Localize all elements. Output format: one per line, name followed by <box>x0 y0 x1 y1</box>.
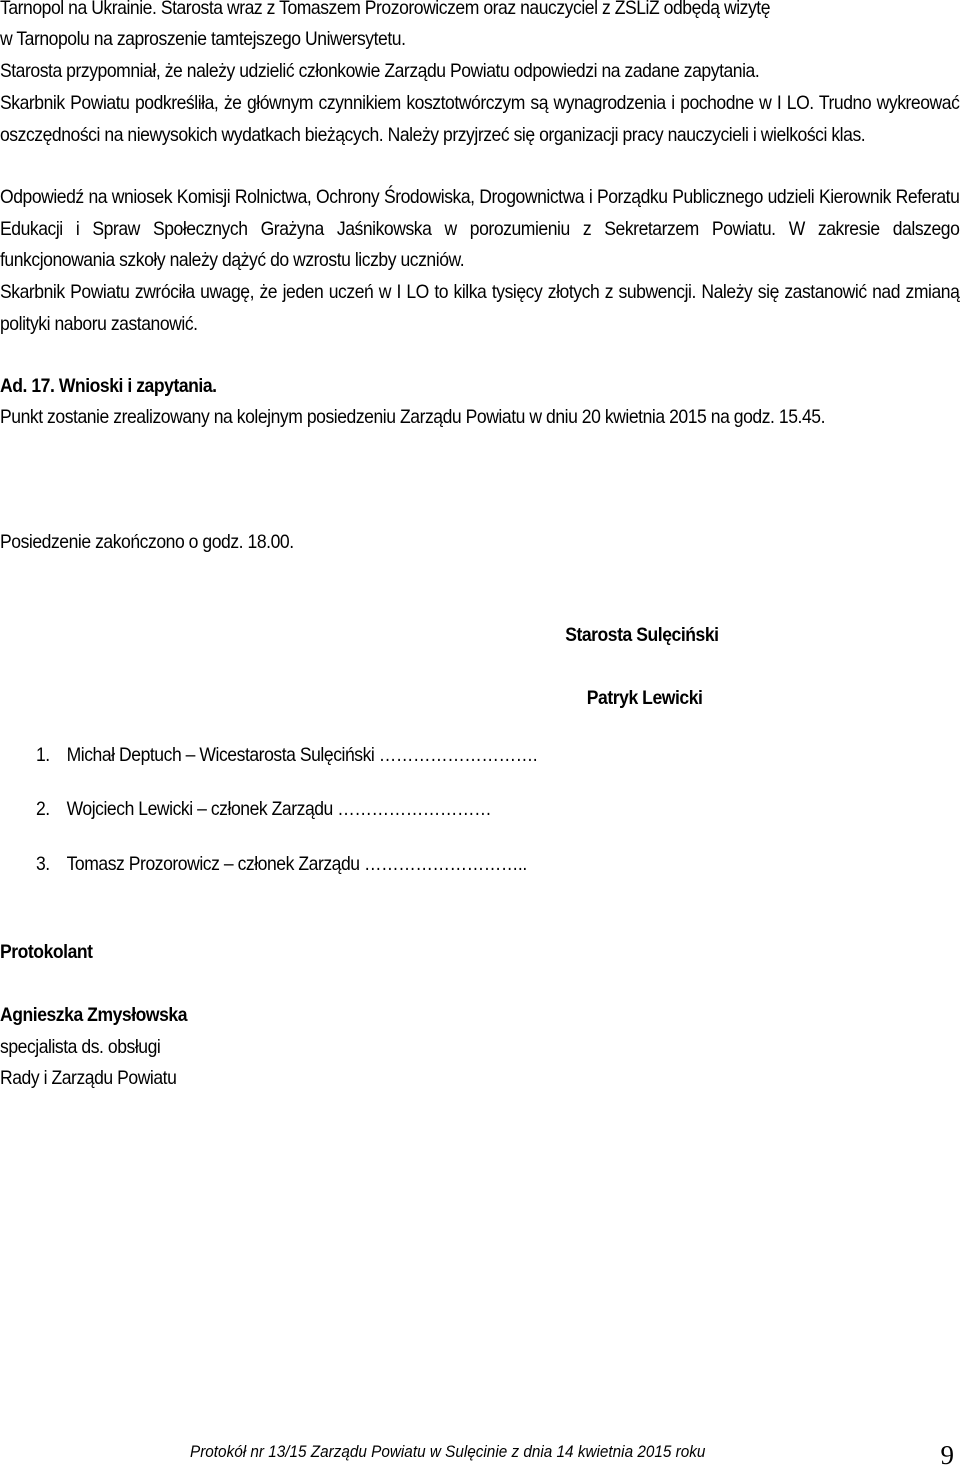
protocol-heading: Protokolant <box>0 941 93 963</box>
section-text: Punkt zostanie zrealizowany na kolejnym posiedzeniu Zarządu Powiatu w dniu 20 kwietnia 2015 na godz. 15.45. <box>0 406 826 428</box>
signature-name: Patryk Lewicki <box>586 687 703 709</box>
paragraph-4: Odpowiedź na wniosek Komisji Rolnictwa, Ochrony Środowiska, Drogownictwa i Porządku Publicznego udzieli Kierownik Referatu Edukacji i Spraw Społecznych Grażyna Jaśnikowska w porozumieniu z Sekretarzem Powiatu. W zakresie dalszego funkcjonowania szkoły należy dążyć do wzrostu liczby uczniów. <box>0 186 960 271</box>
list-text: Michał Deptuch – Wicestarosta Sulęciński ………………………. <box>66 744 538 766</box>
list-item <box>36 853 527 876</box>
paragraph-2: Starosta przypomniał, że należy udzielić członkowie Zarządu Powiatu odpowiedzi na zadane zapytania. <box>0 60 760 82</box>
list-text: Wojciech Lewicki – członek Zarządu ……………………… <box>66 798 492 820</box>
paragraph-1-line-1: Tarnopol na Ukrainie. Starosta wraz z Tomaszem Prozorowiczem oraz nauczyciel z ZSLiZ odbędą wizytę <box>0 0 771 19</box>
list-number: 1. <box>36 744 50 766</box>
page-footer: Protokół nr 13/15 Zarządu Powiatu w Sulęcinie z dnia 14 kwietnia 2015 roku <box>190 1442 706 1461</box>
paragraph-3: Skarbnik Powiatu podkreśliła, że głównym czynnikiem kosztotwórczym są wynagrodzenia i pochodne w I LO. Trudno wykreować oszczędności na niewysokich wydatkach bieżących. Należy przyjrzeć się organizacji pracy nauczycieli i wielkości klas. <box>0 92 960 146</box>
page-number: 9 <box>940 1440 954 1470</box>
list-item <box>36 798 491 821</box>
protocol-role-line-2: Rady i Zarządu Powiatu <box>0 1067 177 1089</box>
section-heading: Ad. 17. Wnioski i zapytania. <box>0 375 217 397</box>
paragraph-5: Skarbnik Powiatu zwróciła uwagę, że jeden uczeń w I LO to kilka tysięcy złotych z subwencji. Należy się zastanowić nad zmianą polityki naboru zastanowić. <box>0 281 960 335</box>
list-text: Tomasz Prozorowicz – członek Zarządu ……………………….. <box>66 853 527 875</box>
closing-line: Posiedzenie zakończono o godz. 18.00. <box>0 531 294 553</box>
list-item <box>36 744 537 767</box>
list-number: 3. <box>36 853 50 875</box>
protocol-name: Agnieszka Zmysłowska <box>0 1004 188 1026</box>
list-number: 2. <box>36 798 50 820</box>
protocol-role-line-1: specjalista ds. obsługi <box>0 1036 161 1058</box>
paragraph-1-line-2: w Tarnopolu na zaproszenie tamtejszego Uniwersytetu. <box>0 28 406 50</box>
signature-title: Starosta Sulęciński <box>565 624 719 646</box>
